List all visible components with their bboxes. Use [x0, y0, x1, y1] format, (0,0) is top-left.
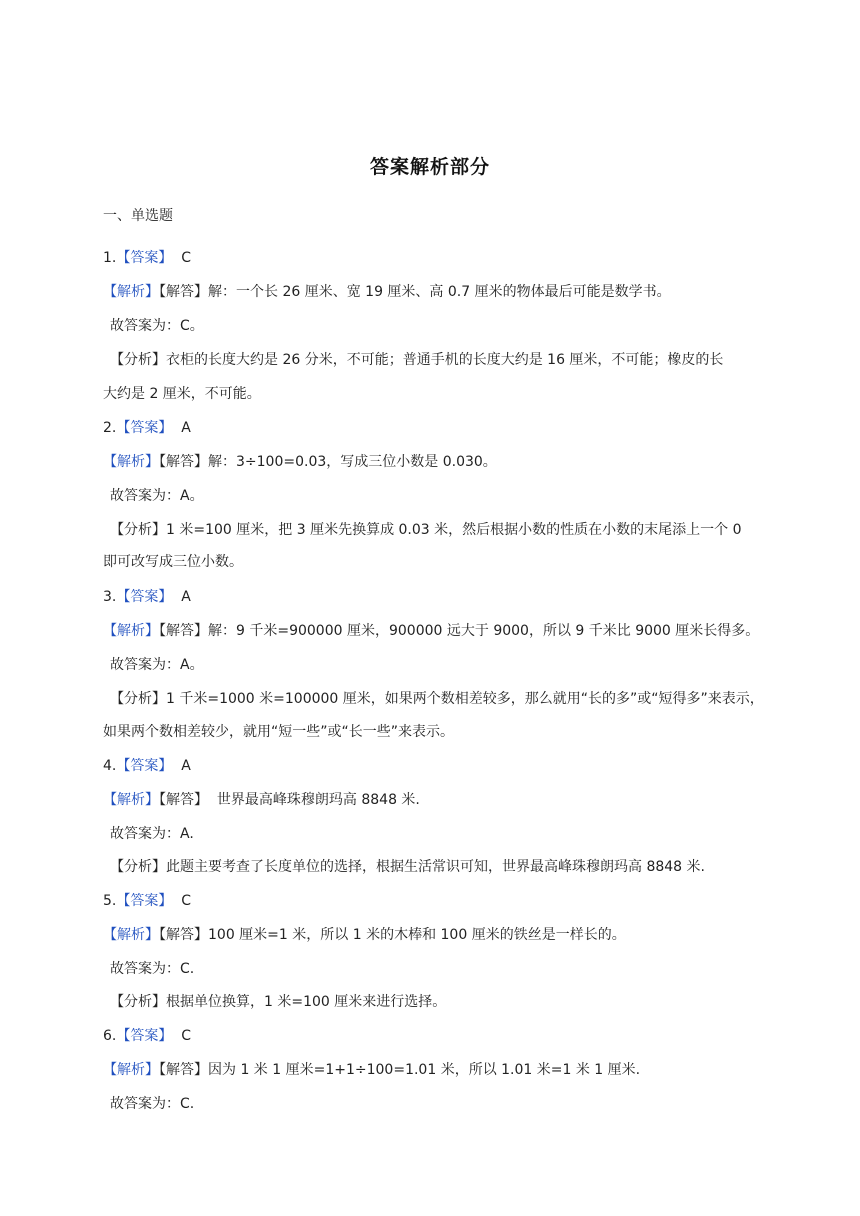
q5-fenxi-tag: 【分析】 — [110, 994, 166, 1010]
q6-answer-line — [103, 1026, 763, 1046]
q2-fenxi-tag: 【分析】 — [110, 522, 166, 538]
q2-answer-value: A — [172, 420, 191, 436]
q5-final-answer: 故答案为：C. — [110, 961, 195, 977]
q3-solution-text: 【解答】解：9 千米=900000 厘米，900000 远大于 9000，所以 9 千米比 9000 厘米长得多。 — [159, 623, 760, 639]
q6-answer-value: C — [172, 1028, 192, 1044]
q6-answer-tag: 【答案】 — [116, 1028, 173, 1044]
q3-solution-line — [103, 621, 763, 641]
q2-answer-line — [103, 418, 763, 438]
q4-answer-value: A — [172, 758, 191, 774]
q2-solution-text: 【解答】解：3÷100=0.03，写成三位小数是 0.030。 — [159, 454, 497, 470]
q3-fenxi-tag: 【分析】 — [110, 691, 166, 707]
section-heading: 一、单选题 — [103, 208, 173, 224]
q4-number: 4. — [103, 758, 117, 774]
q5-number: 5. — [103, 893, 117, 909]
q4-solution-text: 【解答】 世界最高峰珠穆朗玛高 8848 米. — [159, 792, 420, 808]
q2-fenxi-text: 1 米=100 厘米，把 3 厘米先换算成 0.03 米，然后根据小数的性质在小数的末尾添上一个 0 — [166, 522, 742, 538]
q3-analysis-tag: 【解析】 — [103, 623, 159, 639]
q6-solution-text: 【解答】因为 1 米 1 厘米=1+1÷100=1.01 米，所以 1.01 米=1 米 1 厘米. — [159, 1062, 641, 1078]
q3-fenxi-line1 — [110, 689, 770, 709]
q2-solution-line — [103, 452, 763, 472]
q4-fenxi-line1 — [110, 857, 770, 877]
q4-answer-tag: 【答案】 — [116, 758, 173, 774]
q3-answer-line — [103, 587, 763, 607]
q5-fenxi-text: 根据单位换算，1 米=100 厘米来进行选择。 — [166, 994, 447, 1010]
q2-fenxi-line2: 即可改写成三位小数。 — [103, 554, 243, 570]
q3-number: 3. — [103, 589, 117, 605]
q4-answer-line — [103, 756, 763, 776]
q5-answer-line — [103, 891, 763, 911]
q6-final-answer: 故答案为：C. — [110, 1096, 195, 1112]
q1-solution-text: 【解答】解：一个长 26 厘米、宽 19 厘米、高 0.7 厘米的物体最后可能是数学书。 — [159, 284, 671, 300]
q1-answer-value: C — [172, 250, 192, 266]
q3-answer-tag: 【答案】 — [116, 589, 173, 605]
q2-number: 2. — [103, 420, 117, 436]
q2-analysis-tag: 【解析】 — [103, 454, 159, 470]
q1-solution-line — [103, 282, 763, 302]
q1-fenxi-tag: 【分析】 — [110, 352, 166, 368]
q1-fenxi-line2: 大约是 2 厘米，不可能。 — [103, 386, 261, 402]
q4-fenxi-text: 此题主要考查了长度单位的选择，根据生活常识可知，世界最高峰珠穆朗玛高 8848 米. — [166, 859, 705, 875]
q6-solution-line — [103, 1060, 763, 1080]
q4-analysis-tag: 【解析】 — [103, 792, 159, 808]
q2-fenxi-line1 — [110, 520, 770, 540]
q1-final-answer: 故答案为：C。 — [110, 318, 204, 334]
q4-final-answer: 故答案为：A. — [110, 826, 194, 842]
q4-fenxi-tag: 【分析】 — [110, 859, 166, 875]
q5-solution-line — [103, 925, 763, 945]
q1-number: 1. — [103, 250, 117, 266]
q1-answer-tag: 【答案】 — [116, 250, 173, 266]
q1-fenxi-text: 衣柜的长度大约是 26 分米，不可能；普通手机的长度大约是 16 厘米，不可能；橡皮的长 — [166, 352, 724, 368]
q5-analysis-tag: 【解析】 — [103, 927, 159, 943]
q5-answer-value: C — [172, 893, 192, 909]
q3-final-answer: 故答案为：A。 — [110, 657, 204, 673]
q5-fenxi-line1 — [110, 992, 770, 1012]
page-title: 答案解析部分 — [369, 156, 490, 178]
q3-fenxi-text: 1 千米=1000 米=100000 厘米，如果两个数相差较多，那么就用“长的多”或“短得多”来表示， — [166, 691, 764, 707]
q4-solution-line — [103, 790, 763, 810]
q1-answer-line — [103, 248, 763, 268]
q6-number: 6. — [103, 1028, 117, 1044]
q6-analysis-tag: 【解析】 — [103, 1062, 159, 1078]
q5-solution-text: 【解答】100 厘米=1 米，所以 1 米的木棒和 100 厘米的铁丝是一样长的。 — [159, 927, 626, 943]
q3-fenxi-line2: 如果两个数相差较少，就用“短一些”或“长一些”来表示。 — [103, 724, 455, 740]
q3-answer-value: A — [172, 589, 191, 605]
q2-final-answer: 故答案为：A。 — [110, 488, 204, 504]
q1-analysis-tag: 【解析】 — [103, 284, 159, 300]
q2-answer-tag: 【答案】 — [116, 420, 173, 436]
q1-fenxi-line1 — [110, 350, 770, 370]
q5-answer-tag: 【答案】 — [116, 893, 173, 909]
